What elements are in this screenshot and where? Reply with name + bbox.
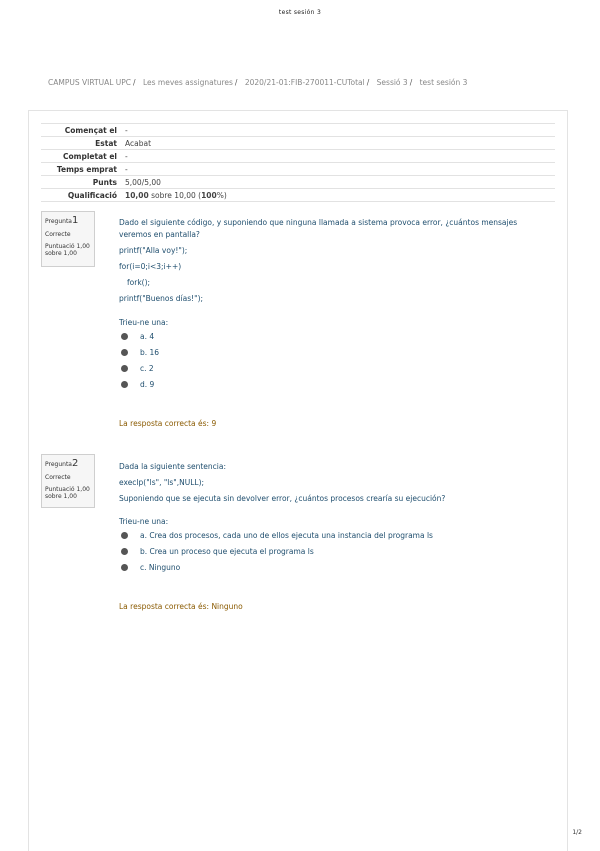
radio-icon[interactable] (121, 381, 128, 388)
summary-row-grade (41, 189, 555, 202)
summary-value: - (125, 163, 555, 176)
breadcrumb-quiz[interactable]: test sesión 3 (419, 78, 468, 87)
answer-option[interactable] (121, 332, 154, 341)
answer-option[interactable] (121, 380, 154, 389)
answer-prompt: Trieu-ne una: (119, 517, 169, 526)
page-title: test sesión 3 (278, 9, 322, 16)
question-text (119, 217, 549, 309)
question-number-value: 1 (71, 215, 79, 226)
breadcrumb-separator: / (234, 78, 238, 87)
question-score-line: Puntuació 1,00 (45, 486, 90, 493)
question-paragraph: Dado el siguiente código, y suponiendo que ninguna llamada a sistema provoca error, ¿cuántos mensajes veremos en pantalla? (119, 218, 518, 239)
question-number-value: 2 (71, 458, 79, 469)
question-status: Correcte (45, 474, 71, 481)
breadcrumb-session[interactable]: Sessió 3 (376, 78, 408, 87)
option-label: b. Crea un proceso que ejecuta el programa ls (140, 547, 314, 556)
question-status: Correcte (45, 231, 71, 238)
answer-prompt: Trieu-ne una: (119, 318, 169, 327)
question-score (45, 243, 91, 257)
option-label: a. Crea dos procesos, cada uno de ellos ejecuta una instancia del programa ls (140, 531, 433, 540)
grade-end: %) (216, 190, 227, 200)
question-score-line: sobre 1,00 (45, 250, 77, 257)
answer-option[interactable] (121, 547, 314, 556)
summary-row-state (41, 137, 555, 150)
question-code-line: for(i=0;i<3;i++) (119, 262, 182, 271)
summary-label: Temps emprat (41, 163, 125, 176)
summary-value: Acabat (125, 137, 555, 150)
question-paragraph: Dada la siguiente sentencia: (119, 462, 226, 471)
summary-row-time-taken (41, 163, 555, 176)
summary-grade-value (125, 189, 555, 202)
question-score-line: Puntuació 1,00 (45, 243, 90, 250)
page-number: 1/2 (572, 829, 582, 836)
question-code-line: fork(); (127, 278, 151, 287)
attempt-summary-table (41, 123, 555, 202)
question-number (45, 215, 91, 226)
summary-label: Començat el (41, 124, 125, 137)
quiz-review-panel (28, 110, 568, 851)
question-code-line: execlp("ls", "ls",NULL); (119, 478, 205, 487)
radio-icon[interactable] (121, 365, 128, 372)
radio-icon[interactable] (121, 564, 128, 571)
summary-row-marks (41, 176, 555, 189)
answer-option[interactable] (121, 348, 159, 357)
summary-label: Qualificació (41, 189, 125, 202)
answer-option[interactable] (121, 531, 433, 540)
breadcrumb-campus[interactable]: CAMPUS VIRTUAL UPC (48, 78, 132, 87)
summary-value: 5,00/5,00 (125, 176, 555, 189)
question-text (119, 461, 549, 509)
radio-icon[interactable] (121, 333, 128, 340)
option-label: c. Ninguno (140, 563, 181, 572)
option-label: c. 2 (140, 364, 154, 373)
summary-row-started (41, 124, 555, 137)
grade-mid: sobre 10,00 ( (148, 190, 202, 200)
question-score-line: sobre 1,00 (45, 493, 77, 500)
question-score (45, 486, 91, 500)
answer-option[interactable] (121, 563, 180, 572)
summary-row-completed (41, 150, 555, 163)
question-label: Pregunta (45, 218, 72, 225)
grade-percent: 100 (201, 190, 217, 200)
breadcrumb-separator: / (133, 78, 136, 87)
breadcrumb-course[interactable]: 2020/21-01:FIB-270011-CUTotal (244, 78, 365, 87)
question-info-box (41, 454, 95, 508)
summary-value: - (125, 124, 555, 137)
breadcrumb-separator: / (409, 78, 413, 87)
grade-score: 10,00 (125, 190, 149, 200)
question-paragraph: Suponiendo que se ejecuta sin devolver error, ¿cuántos procesos crearía su ejecución? (119, 494, 446, 503)
radio-icon[interactable] (121, 349, 128, 356)
question-label: Pregunta (45, 461, 72, 468)
breadcrumb-courses[interactable]: Les meves assignatures (142, 78, 233, 87)
summary-label: Completat el (41, 150, 125, 163)
breadcrumb-separator: / (366, 78, 370, 87)
option-label: d. 9 (140, 380, 155, 389)
option-label: b. 16 (140, 348, 160, 357)
summary-label: Punts (41, 176, 125, 189)
question-number (45, 458, 91, 469)
radio-icon[interactable] (121, 532, 128, 539)
question-code-line: printf("Buenos días!"); (119, 294, 204, 303)
correct-answer-feedback: La resposta correcta és: 9 (119, 419, 217, 428)
summary-label: Estat (41, 137, 125, 150)
question-code-line: printf("Alla voy!"); (119, 246, 188, 255)
radio-icon[interactable] (121, 548, 128, 555)
breadcrumb (48, 78, 467, 87)
question-info-box (41, 211, 95, 267)
summary-value: - (125, 150, 555, 163)
correct-answer-feedback: La resposta correcta és: Ninguno (119, 602, 243, 611)
answer-option[interactable] (121, 364, 154, 373)
option-label: a. 4 (140, 332, 155, 341)
